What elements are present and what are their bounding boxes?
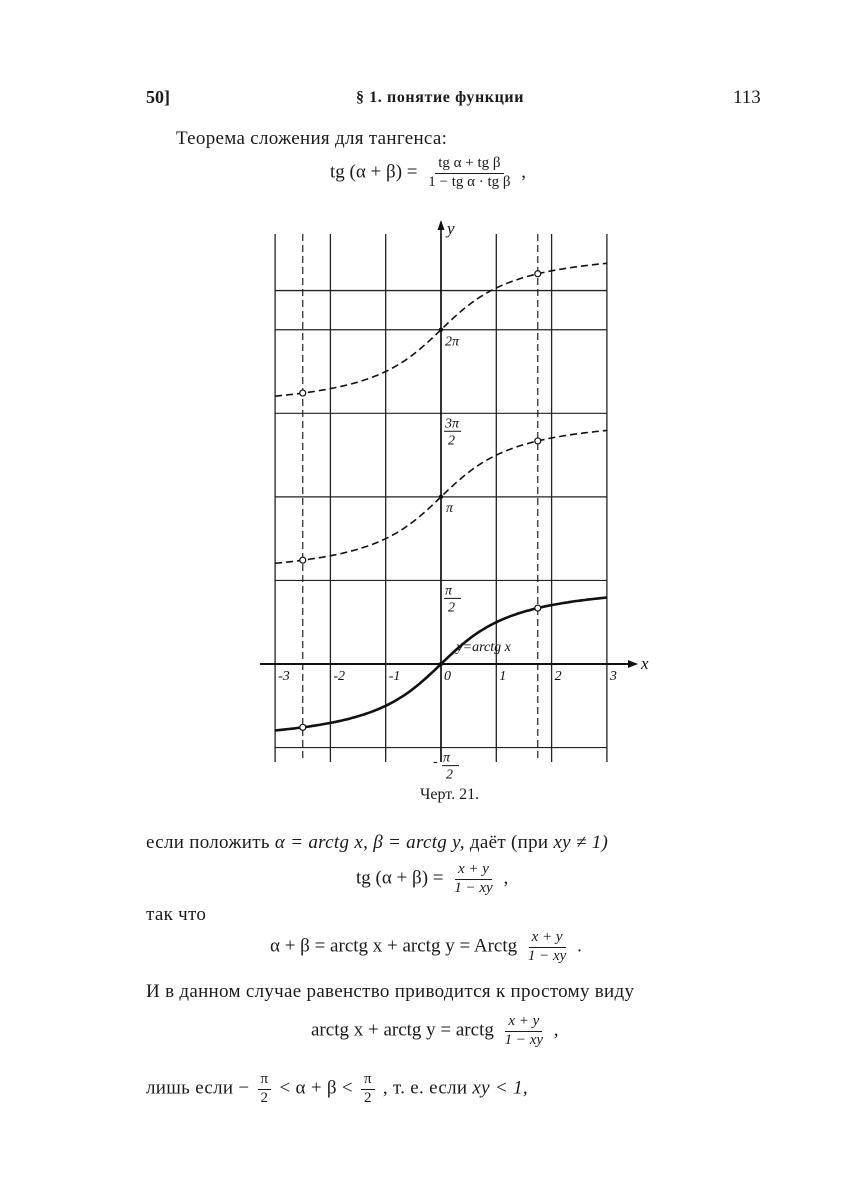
page-ref: 50] — [146, 87, 170, 107]
formula-tail: . — [577, 935, 582, 957]
y-tick-label-neg-pi-2-denominator: 2 — [446, 767, 453, 780]
so-that-text: так что — [146, 904, 207, 925]
page-number: 113 — [733, 87, 761, 108]
condition-line — [146, 1072, 528, 1107]
fraction-denominator: 1 − xy — [454, 879, 493, 896]
formula-tail: , — [503, 867, 509, 889]
x-tick-label: -3 — [278, 669, 290, 684]
x-tick-label: 1 — [499, 669, 507, 684]
formula-tg-sum — [356, 862, 508, 897]
marked-point — [535, 438, 541, 444]
x-tick-label: 0 — [444, 669, 451, 684]
curve-center-point — [439, 495, 443, 499]
y-tick-label-3pi-2-numerator: 3π — [445, 416, 460, 432]
formula-tail: , — [521, 161, 527, 183]
formula-lhs: arctg x + arctg y = arctg — [311, 1019, 494, 1041]
marked-point — [300, 390, 306, 396]
formula-arctg-sum — [270, 930, 582, 965]
y-tick-label-2pi: 2π — [445, 334, 460, 350]
fraction-denominator: 1 − tg α · tg β — [428, 173, 511, 190]
y-tick-label-minus-sign: - — [433, 754, 438, 770]
last-cond: xy < 1, — [472, 1077, 528, 1099]
pi-over-2-left — [258, 1072, 272, 1107]
fraction-denominator: 1 − xy — [527, 947, 567, 964]
curve-center-point — [439, 328, 443, 332]
fraction-numerator: π — [258, 1072, 272, 1090]
para2-eq-a: α = arctg x, — [274, 832, 369, 853]
formula-lhs: α + β = arctg x + arctg y = Arctg — [270, 935, 518, 957]
formula-lhs: tg (α + β) = — [356, 867, 444, 889]
last-text-a: лишь если − — [146, 1077, 250, 1099]
x-tick-label: -2 — [333, 669, 346, 684]
para2-eq-b: β = arctg y, — [373, 832, 465, 853]
last-text-b: , т. е. если — [382, 1077, 468, 1099]
formula-fraction — [451, 862, 495, 897]
formula-tangent-addition — [330, 156, 526, 191]
fraction-denominator: 2 — [260, 1089, 269, 1106]
formula-lhs: tg (α + β) = — [330, 161, 418, 183]
section-title: § 1. понятие функции — [356, 89, 525, 106]
formula-fraction — [525, 930, 569, 965]
y-tick-label-3pi-2-denominator: 2 — [448, 433, 455, 449]
figure-caption: Черт. 21. — [420, 786, 480, 803]
y-axis-arrow — [438, 220, 445, 230]
x-tick-label: -1 — [388, 669, 401, 684]
marked-point — [535, 605, 541, 611]
x-axis-label: x — [641, 654, 649, 673]
formula-tail: , — [553, 1019, 559, 1041]
para2-text-b: даёт (при — [469, 832, 549, 853]
fraction-numerator: x + y — [505, 1014, 542, 1032]
y-axis-label: y — [447, 219, 455, 238]
fraction-numerator: tg α + tg β — [435, 156, 503, 174]
fraction-numerator: x + y — [455, 862, 492, 880]
pi-over-2-right — [361, 1072, 375, 1107]
formula-fraction — [425, 156, 513, 191]
para2-text-a: если положить — [146, 832, 270, 853]
fraction-numerator: π — [361, 1072, 375, 1090]
paragraph-simple-form: И в данном случае равенство приводится к простому виду — [146, 981, 635, 1002]
y-tick-label-neg-pi-2-numerator: π — [443, 750, 451, 766]
marked-point — [535, 271, 541, 277]
marked-point — [300, 557, 306, 563]
paragraph-substitution — [146, 832, 608, 854]
curve-center-point — [439, 662, 443, 666]
fraction-numerator: x + y — [529, 930, 566, 948]
intro-text: Теорема сложения для тангенса: — [176, 128, 448, 149]
chart-labels — [278, 219, 649, 780]
y-tick-label-pi: π — [446, 500, 454, 516]
x-axis-arrow — [628, 660, 638, 668]
y-tick-label-pi-2-numerator: π — [445, 583, 453, 599]
x-tick-label: 2 — [554, 669, 562, 684]
x-tick-label: 3 — [609, 669, 617, 684]
fraction-denominator: 2 — [364, 1089, 372, 1106]
formula-arctg-simple — [311, 1014, 559, 1049]
last-mid: < α + β < — [279, 1077, 353, 1099]
marked-point — [300, 724, 306, 730]
arctg-chart — [256, 218, 656, 780]
curve-label: y=arctg x — [456, 640, 511, 656]
y-tick-label-pi-2-denominator: 2 — [448, 600, 455, 616]
fraction-denominator: 1 − xy — [504, 1031, 544, 1048]
para2-cond: xy ≠ 1) — [553, 832, 609, 853]
formula-fraction — [502, 1014, 546, 1049]
